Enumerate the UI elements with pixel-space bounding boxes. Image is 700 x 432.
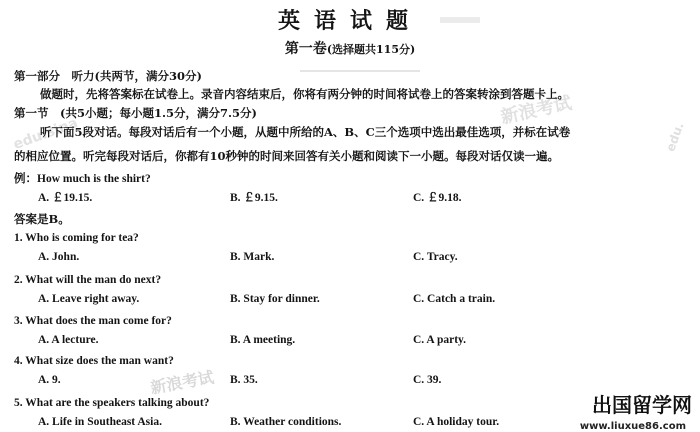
watermark: edu.sina <box>11 114 81 154</box>
scan-smudge <box>440 17 480 23</box>
example-answer: 答案是B。 <box>14 212 70 226</box>
option-a: A. Leave right away. <box>38 293 140 305</box>
directions-line: 听下面5段对话。每段对话后有一个小题，从题中所给的A、B、C三个选项中选出最佳选项，并标在试卷 <box>40 125 571 139</box>
option-b: B. Weather conditions. <box>230 416 342 428</box>
option-c: C. A holiday tour. <box>413 416 500 428</box>
option-c: C. A party. <box>413 334 467 346</box>
site-logo: 出国留学网 <box>592 393 692 417</box>
option-a: A. 9. <box>38 374 61 386</box>
option-b: B. Stay for dinner. <box>230 293 320 305</box>
page-title: 英语试题 <box>277 8 422 34</box>
watermark: 新浪考试 <box>498 92 574 129</box>
option-c: C. 39. <box>413 374 442 386</box>
question: 1. Who is coming for tea? <box>14 232 139 244</box>
option-a: A. John. <box>38 251 80 263</box>
section-heading: 第一节 (共5小题；每小题1.5分，满分7.5分) <box>14 106 257 120</box>
subtitle-paren: (选择题共115分) <box>326 43 416 56</box>
option-b: B. 35. <box>230 374 258 386</box>
scan-smudge <box>300 70 420 72</box>
subtitle-main: 第一卷 <box>284 41 327 57</box>
option-b: B. Mark. <box>230 251 275 263</box>
option-a: A. Life in Southeast Asia. <box>38 416 162 428</box>
example-option-a: A. ￡19.15. <box>38 192 93 204</box>
instructions: 做题时，先将答案标在试卷上。录音内容结束后，你将有两分钟的时间将试卷上的答案转涂到答题卡上。 <box>40 87 569 101</box>
option-a: A. A lecture. <box>38 334 99 346</box>
option-c: C. Catch a train. <box>413 293 496 305</box>
option-b: B. A meeting. <box>230 334 296 346</box>
example-question: 例：How much is the shirt? <box>14 173 151 185</box>
example-option-b: B. ￡9.15. <box>230 192 278 204</box>
question: 2. What will the man do next? <box>14 274 162 286</box>
watermark: edu. <box>663 120 687 154</box>
question: 4. What size does the man want? <box>14 355 174 367</box>
question: 5. What are the speakers talking about? <box>14 397 210 409</box>
page-subtitle <box>0 38 700 58</box>
site-url: www.liuxue86.com <box>579 421 686 432</box>
part-heading: 第一部分 听力(共两节，满分30分) <box>14 69 202 83</box>
example-option-c: C. ￡9.18. <box>413 192 462 204</box>
option-c: C. Tracy. <box>413 251 458 263</box>
watermark: 新浪考试 <box>149 367 216 398</box>
directions-line: 的相应位置。听完每段对话后，你都有10秒钟的时间来回答有关小题和阅读下一小题。每段对话仅读一遍。 <box>14 149 559 163</box>
question: 3. What does the man come for? <box>14 315 172 327</box>
